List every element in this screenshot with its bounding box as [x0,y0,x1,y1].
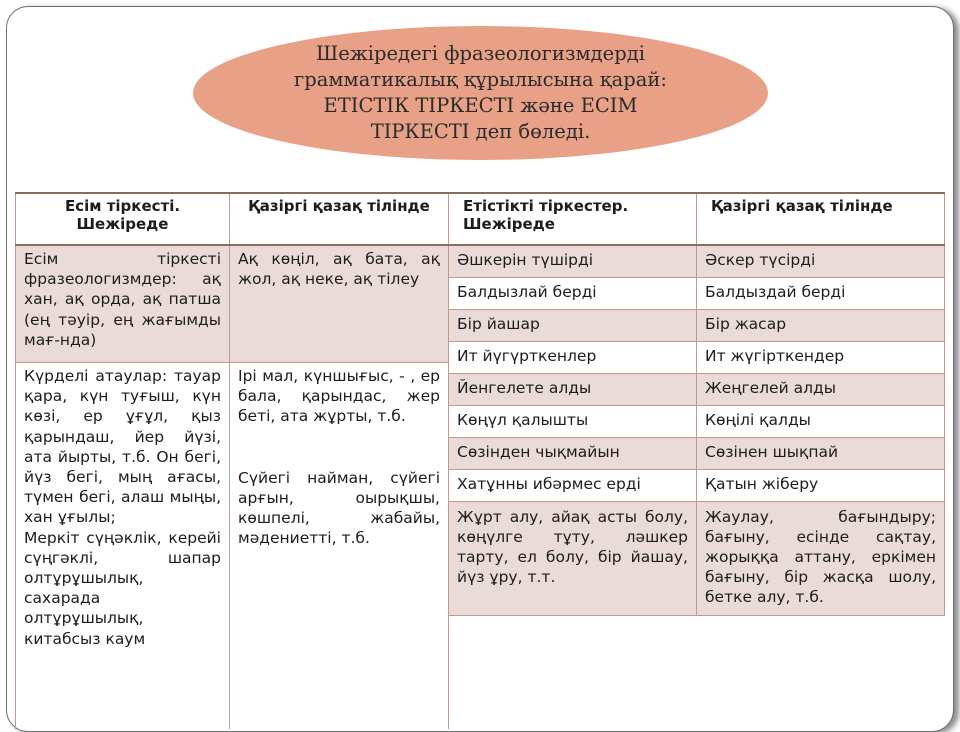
kazirgi-cell: Ит жүгірткендер [697,342,945,374]
table-row [449,438,945,470]
left-row-1-shezhire: Есім тіркесті фразеологизмдер: ақ хан, ақ орда, ақ патша (ең тәуір, ең жағымды мағ-нда) [16,245,230,363]
title-oval [193,26,768,160]
kazirgi-cell: Қатын жіберу [697,470,945,502]
kazirgi-cell: Жаулау, бағындыру; бағыну, есінде сақтау, жорыққа аттану, еркімен бағыну, бір жасқа шолу, бетке алу, т.б. [697,502,945,616]
shezhire-cell: Йенгелете алды [449,374,697,406]
title-text [266,41,696,145]
noun-phrases-table [15,192,449,729]
title-line-1: Шежіредегі фразеологизмдерді [316,42,645,65]
left-header-kazirgi: Қазіргі қазақ тілінде [230,193,449,245]
complex-names-text: Күрделі атаулар: тауар қара, күн туғыш, күн көзі, ер ұғұл, қыз қарындаш, йер йүзі, ата йырты, т.б. Он бегі, йүз бегі, мың ағасы, түмен бегі, алаш мыңы, хан ұғылы; [24,367,221,527]
table-row-last [449,502,945,616]
title-line-4: ТІРКЕСТІ деп бөледі. [370,120,591,143]
kazirgi-cell: Балдыздай берді [697,278,945,310]
modern-complex-names-text: Ірі мал, күншығыс, - , ер бала, қарындас, жер беті, ата жұрты, т.б. [238,367,440,426]
table-row [449,470,945,502]
table-row [449,310,945,342]
table-row [449,406,945,438]
table-row [449,342,945,374]
shezhire-cell: Ит йүгүрткенлер [449,342,697,374]
kazirgi-cell: Жеңгелей алды [697,374,945,406]
kazirgi-cell: Әскер түсірді [697,245,945,278]
left-row-2-kazirgi [230,363,449,730]
tribe-terms-text: Меркіт сүңәклік, керейі сүңгәклі, шапар олтұрұшылық, сахарада олтұрұшылық, китабсыз каум [24,528,221,648]
left-row-1 [16,245,449,363]
shezhire-cell: Хатұнны ибәрмес ерді [449,470,697,502]
shezhire-cell: Сөзінден чықмайын [449,438,697,470]
shezhire-cell: Әшкерін түшірді [449,245,697,278]
kazirgi-cell: Бір жасар [697,310,945,342]
shezhire-cell: Жұрт алу, айақ асты болу, көңүлге тұту, ләшкер тарту, ел болу, бір йашау, йүз ұру, т.т. [449,502,697,616]
left-row-2 [16,363,449,730]
right-header-kazirgi: Қазіргі қазақ тілінде [697,193,945,245]
table-row [449,374,945,406]
right-header-row [449,193,945,245]
left-row-2-shezhire [16,363,230,730]
kazirgi-cell: Сөзінен шықпай [697,438,945,470]
left-header-row [16,193,449,245]
verb-phrases-table [448,192,945,616]
modern-tribe-terms-text: Сүйегі найман, сүйегі арғын, оырықшы, көшпелі, жабайы, мәдениетті, т.б. [238,468,440,548]
shezhire-cell: Көңүл қалышты [449,406,697,438]
title-line-2: грамматикалық құрылысына қарай: [294,68,667,91]
left-header-shezhire: Есім тіркесті. Шежіреде [16,193,230,245]
kazirgi-cell: Көңілі қалды [697,406,945,438]
table-row [449,278,945,310]
right-header-shezhire: Етістікті тіркестер. Шежіреде [449,193,697,245]
shezhire-cell: Бір йашар [449,310,697,342]
left-row-1-kazirgi: Ақ көңіл, ақ бата, ақ жол, ақ неке, ақ тілеу [230,245,449,363]
spacer [238,427,440,468]
table-row [449,245,945,278]
title-line-3: ЕТІСТІК ТІРКЕСТІ және ЕСІМ [323,94,638,117]
shezhire-cell: Балдызлай берді [449,278,697,310]
